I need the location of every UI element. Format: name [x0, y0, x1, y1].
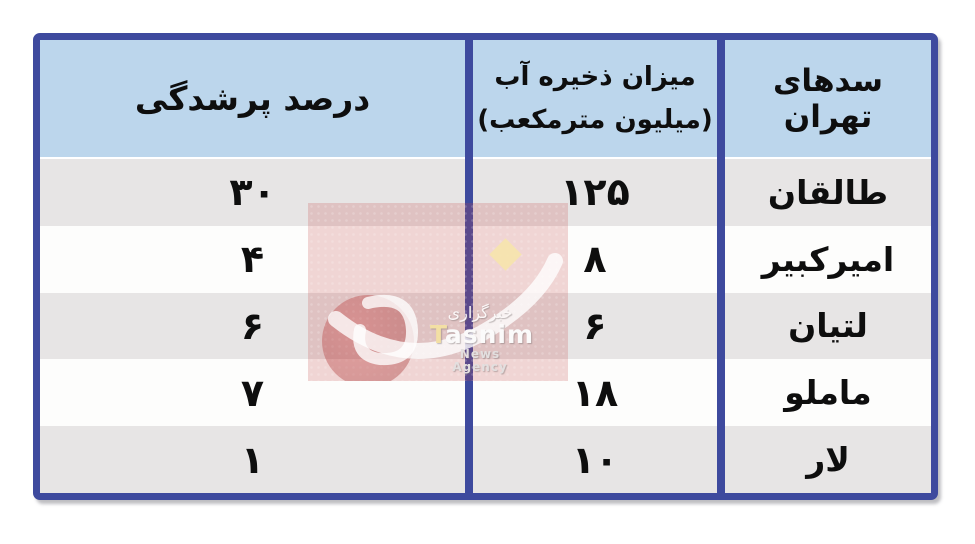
tasnim-watermark: [308, 203, 568, 381]
storage-value-amirkabir: ۸: [473, 226, 717, 293]
agency-name-block: [430, 303, 535, 374]
header-storage: [473, 40, 717, 159]
header-storage-line2: (میلیون مترمکعب): [477, 104, 713, 135]
dam-name-amirkabir: امیرکبیر: [725, 226, 931, 293]
fill-percent-mamloo: ۷: [40, 359, 465, 426]
dam-name-latian: لتیان: [725, 293, 931, 360]
fill-percent-latian: ۶: [40, 293, 465, 360]
dam-name-taleghan: طالقان: [725, 159, 931, 226]
dam-name-lar: لار: [725, 426, 931, 493]
storage-value-mamloo: ۱۸: [473, 359, 717, 426]
storage-value-lar: ۱۰: [473, 426, 717, 493]
agency-subtitle: News Agency: [452, 347, 508, 374]
header-fill-percent: درصد پرشدگی: [40, 40, 465, 159]
header-dams: سدهای تهران: [725, 40, 931, 159]
storage-value-latian: ۶: [473, 293, 717, 360]
header-storage-line1: میزان ذخیره آب: [494, 61, 696, 92]
column-dams: [725, 40, 931, 493]
agency-name-fa: خبرگزاری: [447, 303, 513, 322]
agency-name-en: Tasnim: [430, 319, 535, 349]
fill-percent-taleghan: ۳۰: [40, 159, 465, 226]
fill-percent-lar: ۱: [40, 426, 465, 493]
storage-value-taleghan: ۱۲۵: [473, 159, 717, 226]
dam-name-mamloo: ماملو: [725, 359, 931, 426]
fill-percent-amirkabir: ۴: [40, 226, 465, 293]
